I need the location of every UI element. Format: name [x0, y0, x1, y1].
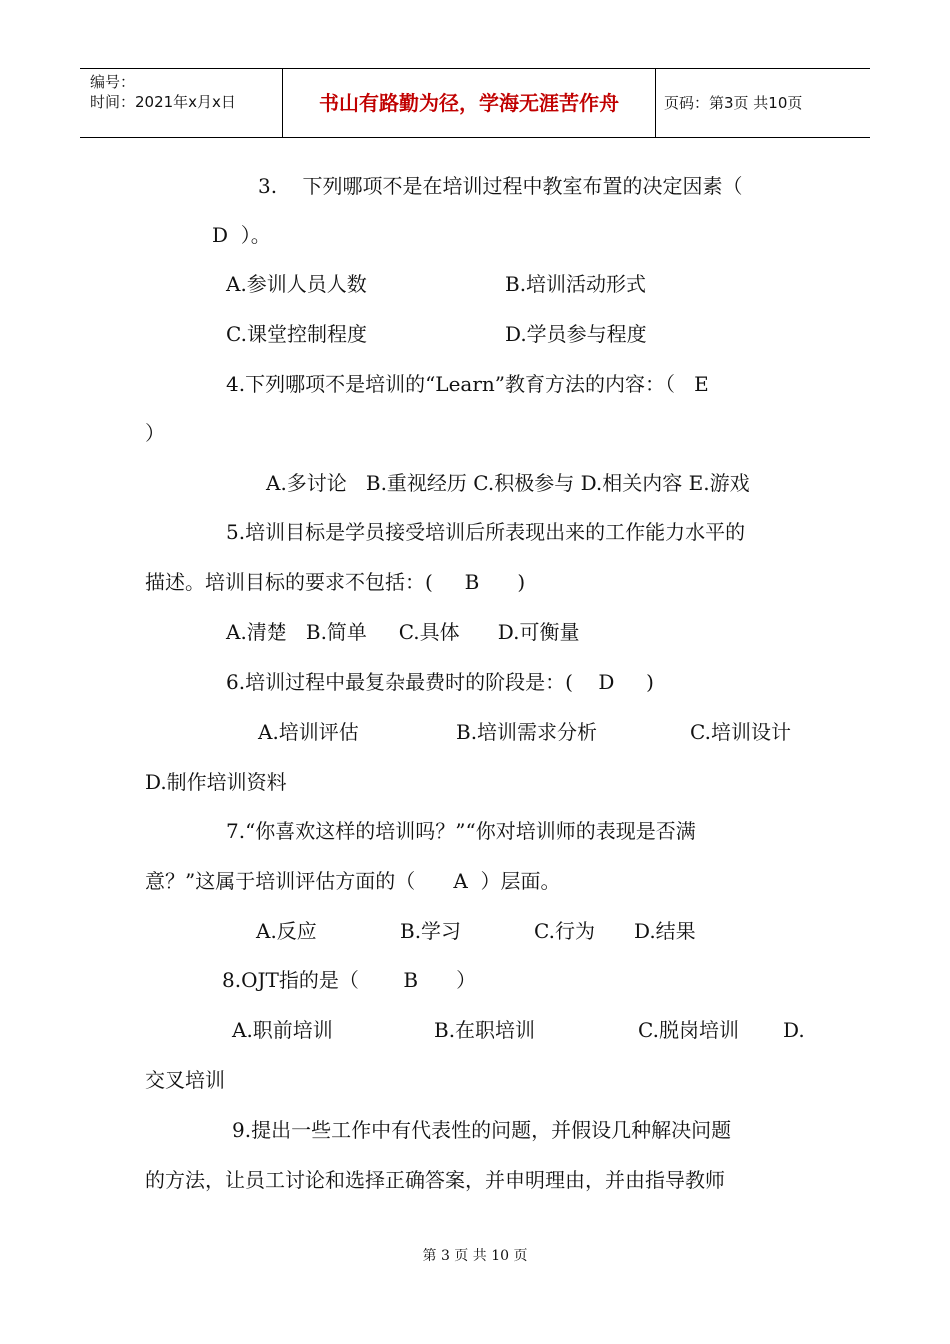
question-7-stem: 7.“你喜欢这样的培训吗？”“你对培训师的表现是否满	[226, 819, 696, 843]
question-3-stem: 3. 下列哪项不是在培训过程中教室布置的决定因素（	[258, 174, 743, 198]
question-6-option-b: B.培训需求分析	[456, 720, 598, 744]
question-9-stem-cont: 的方法，让员工讨论和选择正确答案，并申明理由，并由指导教师	[145, 1168, 725, 1192]
question-3-option-b: B.培训活动形式	[505, 272, 647, 296]
date-label: 时间：2021年x月x日	[90, 93, 236, 111]
question-9-stem: 9.提出一些工作中有代表性的问题，并假设几种解决问题	[232, 1118, 732, 1142]
header-page-info: 页码：第3页 共10页	[664, 94, 803, 112]
question-7-option-d: D.结果	[634, 919, 696, 943]
question-6-option-c: C.培训设计	[690, 720, 791, 744]
question-6-option-d: D.制作培训资料	[145, 770, 287, 794]
page-footer: 第 3 页 共 10 页	[422, 1248, 528, 1264]
question-7-option-a: A.反应	[256, 919, 317, 943]
question-7-stem-end: 意？”这属于培训评估方面的（ A ）层面。	[145, 869, 561, 893]
question-8-stem: 8.OJT指的是（ B ）	[222, 968, 477, 992]
question-4-stem: 4.下列哪项不是培训的“Learn”教育方法的内容：（ E	[226, 372, 709, 396]
question-3-option-c: C.课堂控制程度	[226, 322, 367, 346]
question-8-option-c: C.脱岗培训	[638, 1018, 739, 1042]
question-6-stem: 6.培训过程中最复杂最费时的阶段是：( D )	[226, 670, 654, 694]
question-3-option-a: A.参训人员人数	[226, 272, 367, 296]
question-8-option-d-marker: D.	[783, 1018, 805, 1042]
question-5-options: A.清楚 B.简单 C.具体 D.可衡量	[226, 620, 580, 644]
question-5-stem: 5.培训目标是学员接受培训后所表现出来的工作能力水平的	[226, 520, 746, 544]
question-8-option-b: B.在职培训	[434, 1018, 536, 1042]
question-7-option-b: B.学习	[400, 919, 462, 943]
question-3-option-d: D.学员参与程度	[505, 322, 647, 346]
serial-label: 编号：	[90, 73, 136, 91]
question-4-options: A.多讨论 B.重视经历 C.积极参与 D.相关内容 E.游戏	[266, 471, 750, 495]
question-5-stem-end: 描述。培训目标的要求不包括：( B )	[145, 570, 526, 594]
question-7-option-c: C.行为	[534, 919, 595, 943]
header-meta	[80, 69, 282, 137]
question-8-option-a: A.职前培训	[232, 1018, 333, 1042]
question-3-answer: D ）。	[212, 223, 271, 247]
page-header	[80, 68, 870, 138]
header-motto: 书山有路勤为径，学海无涯苦作舟	[282, 69, 656, 137]
question-6-option-a: A.培训评估	[258, 720, 359, 744]
question-8-option-d: 交叉培训	[145, 1068, 225, 1092]
question-4-stem-end: ）	[145, 421, 165, 445]
